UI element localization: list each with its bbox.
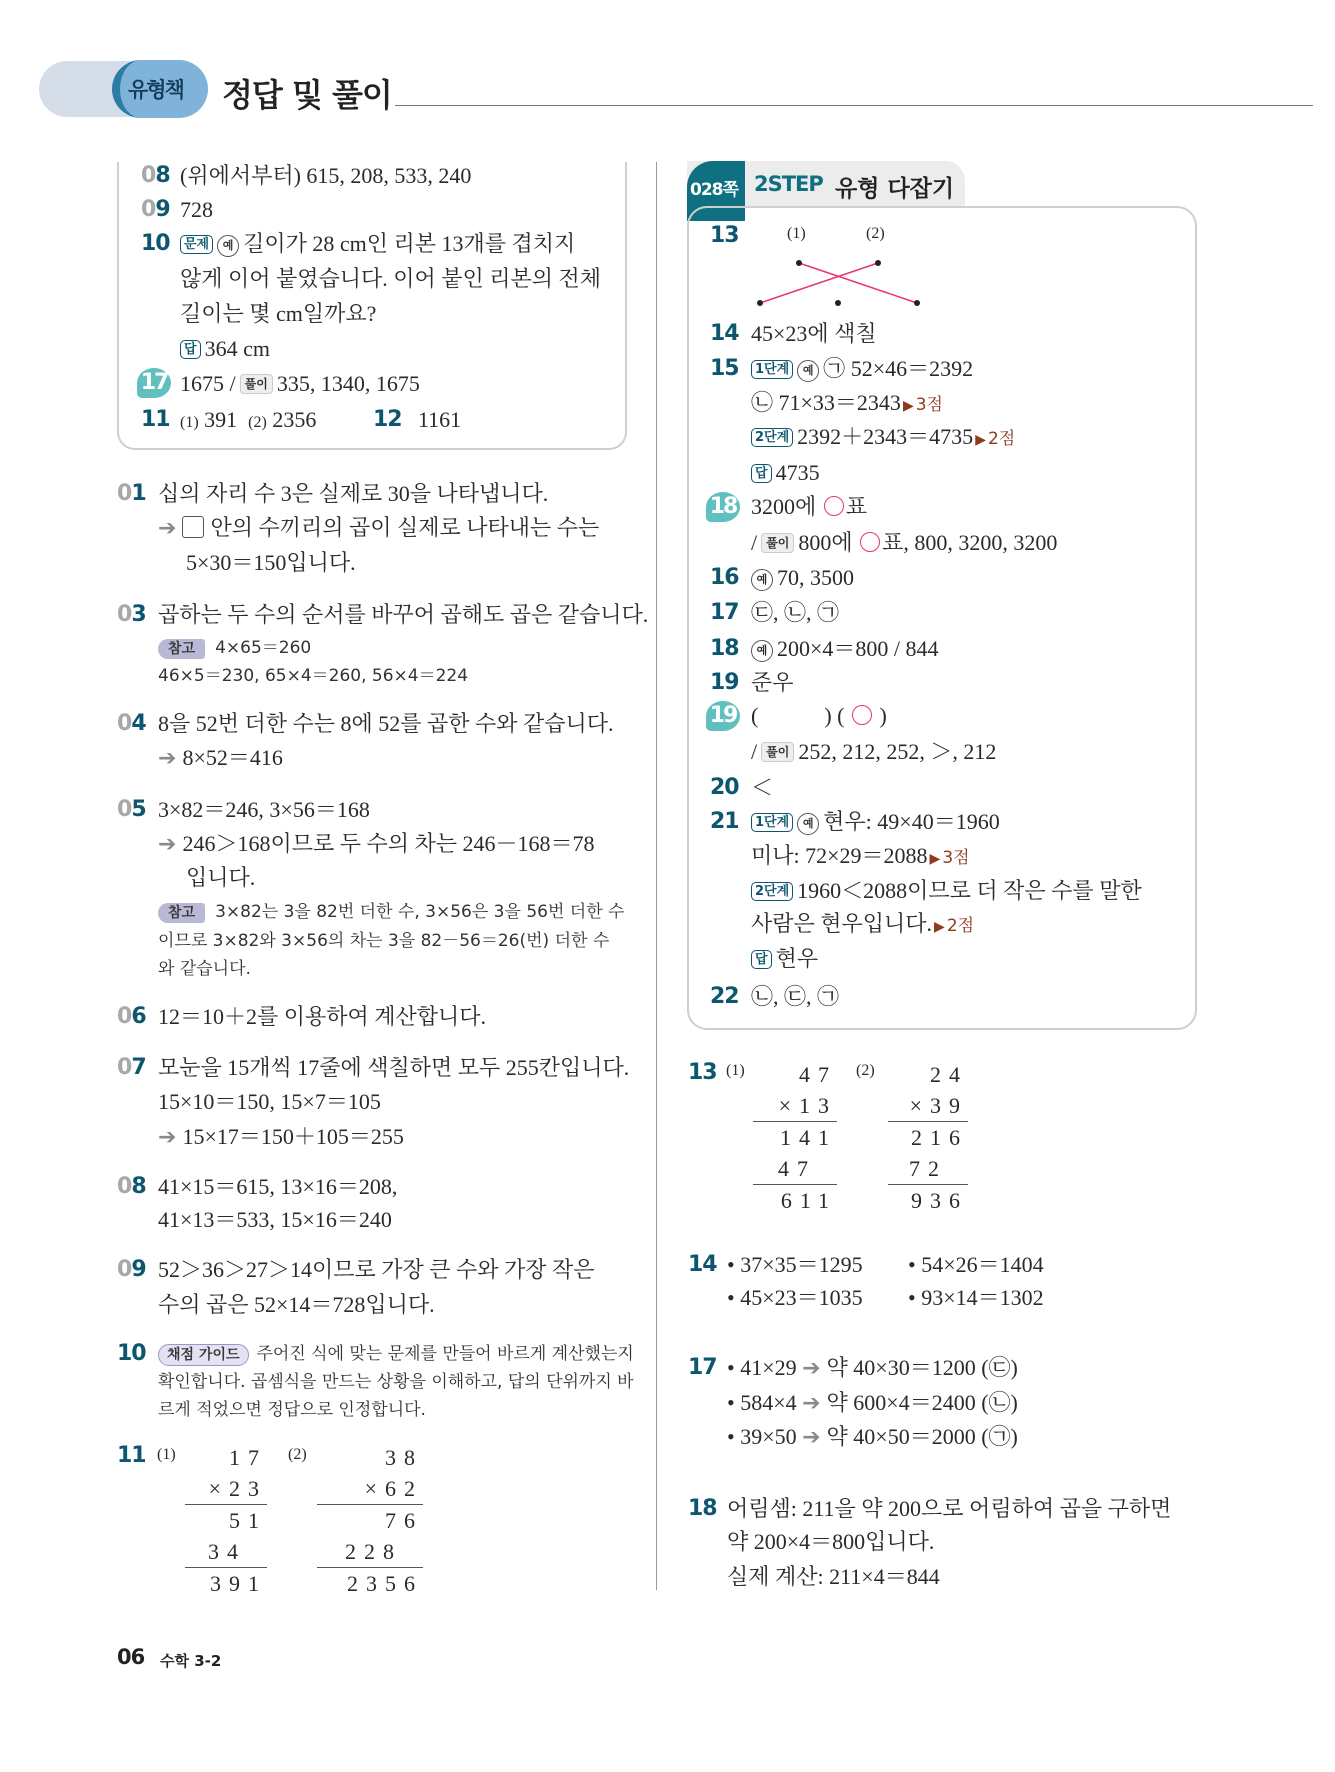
circle-mark-icon — [852, 705, 872, 725]
row: 611 — [753, 1184, 837, 1216]
r15-calc-b: 71×33＝2343 — [778, 390, 901, 415]
number-digit: 7 — [131, 1055, 146, 1080]
problem-badge: 문제 — [180, 235, 213, 254]
s11-multiplication-1 — [185, 1442, 267, 1599]
r18-answer — [751, 635, 939, 663]
s07-line-1: 모눈을 15개씩 17줄에 색칠하면 모두 255칸입니다. — [158, 1055, 630, 1080]
grading-guide-badge: 채점 가이드 — [158, 1344, 249, 1366]
r21-number: 21 — [710, 809, 739, 834]
r21-calc-b: 미나: 72×29＝2088 — [751, 843, 928, 868]
sr18-line-3: 실제 계산: 211×4＝844 — [727, 1564, 940, 1589]
s05-ref-1: 3×82는 3을 82번 더한 수, 3×56은 3을 56번 더한 수 — [215, 902, 625, 922]
q10-number: 10 — [141, 231, 170, 256]
number-digit: 8 — [131, 1174, 146, 1199]
leading-zero: 0 — [117, 481, 132, 506]
separator: / — [751, 530, 758, 555]
r22-number: 22 — [710, 984, 739, 1009]
sr13-number: 13 — [688, 1060, 717, 1085]
part-2-value: 2356 — [272, 407, 317, 432]
mark: ㉠ — [823, 356, 846, 381]
q17-answer-value: 1675 / — [180, 371, 236, 396]
sr17-expr: • 584×4 — [727, 1390, 797, 1415]
r18b-line-2 — [751, 529, 1057, 557]
r21-line-4 — [751, 910, 974, 941]
matching-diagram — [740, 250, 940, 310]
s07-text: 15×17＝150＋105＝255 — [182, 1124, 404, 1149]
s05-line-1: 3×82＝246, 3×56＝168 — [158, 797, 370, 822]
r15-answer — [751, 459, 820, 487]
leading-zero: 0 — [117, 602, 132, 627]
part-1-label: (1) — [180, 414, 199, 431]
leading-zero: 0 — [117, 1004, 132, 1029]
q09-number — [141, 196, 170, 224]
s05-text: 246＞168이므로 두 수의 차는 246－168＝78 — [182, 831, 595, 856]
s08-line-2: 41×13＝533, 15×16＝240 — [158, 1207, 392, 1232]
footer-page-number: 06 — [117, 1645, 145, 1669]
r15-line-3 — [751, 423, 1015, 454]
r15-line-2 — [751, 389, 943, 420]
arrow-icon: ➔ — [158, 746, 177, 771]
s08-line-1: 41×15＝615, 13×16＝208, — [158, 1174, 398, 1199]
s07-line-3 — [158, 1123, 404, 1152]
blank-box-icon — [182, 516, 204, 538]
row: 228 — [345, 1539, 402, 1564]
row: 34 — [208, 1539, 246, 1564]
s01-text: 안의 수끼리의 곱이 실제로 나타내는 수는 — [210, 515, 600, 540]
circle-mark-icon — [860, 532, 880, 552]
r21-line-2 — [751, 842, 970, 873]
s05-ref-2: 이므로 3×82와 3×56의 차는 3을 82－56＝26(번) 더한 수 — [158, 931, 610, 951]
r19b-number: 19 — [706, 701, 740, 731]
sr13-part-2-label: (2) — [856, 1062, 875, 1079]
q12-number: 12 — [373, 407, 402, 432]
s03-ref-2: 46×5＝230, 65×4＝260, 56×4＝224 — [158, 666, 469, 686]
q11-number: 11 — [141, 407, 170, 432]
r20-answer: ＜ — [751, 775, 774, 800]
number-digit: 6 — [131, 1004, 146, 1029]
r19b-sol: 252, 212, 252, ＞, 212 — [798, 739, 997, 764]
s07-number — [117, 1054, 146, 1082]
r14-answer: 45×23에 색칠 — [751, 321, 877, 346]
r21-answer-value: 현우 — [775, 946, 819, 971]
q10-line-3: 길이는 몇 cm일까요? — [180, 301, 377, 326]
r13-part-2: (2) — [866, 225, 885, 242]
q10-text: 길이가 28 cm인 리본 13개를 겹치지 — [243, 231, 576, 256]
r18b-line-1 — [751, 493, 867, 521]
leading-zero: 0 — [117, 1257, 132, 1282]
dot — [835, 300, 841, 306]
dot — [757, 300, 763, 306]
r13-part-1: (1) — [787, 225, 806, 242]
s05-line-3: 입니다. — [186, 865, 256, 890]
r14-number: 14 — [710, 321, 739, 346]
r15-line-1 — [751, 355, 973, 383]
q12-answer: 1161 — [418, 407, 462, 432]
s09-number — [117, 1256, 146, 1284]
leading-zero: 0 — [117, 1174, 132, 1199]
answer-badge: 답 — [180, 340, 201, 359]
dot — [914, 300, 920, 306]
s05-reference — [158, 900, 624, 924]
r21-line-1 — [751, 808, 1000, 836]
r18b-sol: 800에 — [798, 530, 853, 555]
arrow-icon: ➔ — [158, 832, 177, 857]
row: ×23 — [208, 1476, 267, 1501]
dot — [875, 260, 881, 266]
reference-badge: 참고 — [158, 639, 205, 659]
q17-number: 17 — [137, 368, 171, 398]
row: 216 — [888, 1121, 968, 1153]
step-1-badge: 1단계 — [751, 360, 793, 379]
r18-value: 200×4＝800 / 844 — [777, 636, 939, 661]
number-digit: 1 — [131, 481, 146, 506]
r21-text-2: 사람은 현우입니다. — [751, 911, 933, 936]
row: 76 — [317, 1504, 423, 1536]
q09-answer: 728 — [180, 197, 213, 222]
number-digit: 9 — [155, 197, 170, 222]
q17-bubble — [137, 368, 171, 398]
row: 936 — [888, 1184, 968, 1216]
page-ref: 028쪽 — [690, 180, 738, 200]
sr17-estimate: 약 40×50＝2000 (㉠) — [826, 1424, 1018, 1449]
number-digit: 9 — [131, 1257, 146, 1282]
row: ×13 — [778, 1093, 837, 1118]
r18b-text-2: 표 — [845, 494, 868, 519]
r15-number: 15 — [710, 356, 739, 381]
example-mark: 예 — [751, 569, 773, 591]
r16-number: 16 — [710, 565, 739, 590]
sr17-row — [727, 1389, 1018, 1418]
q10-line-2: 않게 이어 붙였습니다. 이어 붙인 리본의 전체 — [180, 266, 602, 291]
r18b-bubble — [706, 492, 740, 522]
sr13-multiplication-2 — [888, 1059, 968, 1216]
s10-line-2: 확인합니다. 곱셈식을 만드는 상황을 이해하고, 답의 단위까지 바 — [158, 1372, 634, 1392]
step-1-badge: 1단계 — [751, 813, 793, 832]
r15-answer-value: 4735 — [775, 460, 820, 485]
solution-badge: 풀이 — [240, 374, 273, 394]
s01-line-2 — [158, 514, 599, 543]
s11-multiplication-2 — [317, 1442, 423, 1599]
step-label: 2STEP — [754, 172, 823, 196]
row: ×62 — [364, 1476, 423, 1501]
leading-zero: 0 — [141, 197, 156, 222]
number-digit: 3 — [131, 602, 146, 627]
points-label: ▶ 3점 — [901, 395, 943, 415]
s01-number — [117, 480, 146, 508]
arrow-icon: ➔ — [158, 516, 177, 541]
number-digit: 5 — [131, 797, 146, 822]
r18b-text: 3200에 — [751, 494, 817, 519]
sr14-item: • 45×23＝1035 — [727, 1285, 863, 1310]
row: 47 — [799, 1062, 837, 1087]
s04-line-1: 8을 52번 더한 수는 8에 52를 곱한 수와 같습니다. — [158, 711, 614, 736]
sr14-item: • 54×26＝1404 — [908, 1252, 1044, 1277]
s11-number: 11 — [117, 1443, 146, 1468]
s04-line-2 — [158, 744, 283, 773]
row: 17 — [229, 1445, 267, 1470]
r19b-bubble — [706, 701, 740, 731]
row: 24 — [930, 1062, 968, 1087]
header-rule — [395, 105, 1313, 106]
r22-answer: ㉡, ㉢, ㉠ — [751, 984, 840, 1009]
sr17-row — [727, 1423, 1018, 1452]
leading-zero: 0 — [117, 711, 132, 736]
row: 51 — [185, 1504, 267, 1536]
r19-number: 19 — [710, 670, 739, 695]
s01-line-3: 5×30＝150입니다. — [186, 550, 356, 575]
solution-badge: 풀이 — [761, 533, 794, 553]
s06-line: 12＝10＋2를 이용하여 계산합니다. — [158, 1004, 487, 1029]
sr17-estimate: 약 600×4＝2400 (㉡) — [826, 1390, 1018, 1415]
leading-zero: 0 — [141, 163, 156, 188]
r19b-text-2: ) — [879, 703, 887, 728]
book-label: 유형책 — [128, 78, 183, 102]
points-label: ▶ 2점 — [973, 429, 1015, 449]
r19b-text: ( ) ( — [751, 703, 845, 728]
part-1-value: 391 — [204, 407, 238, 432]
s04-number — [117, 710, 146, 738]
step-2-badge: 2단계 — [751, 882, 793, 901]
s03-reference — [158, 636, 311, 660]
r16-value: 70, 3500 — [777, 565, 854, 590]
r21-calc-a: 현우: 49×40＝1960 — [823, 809, 1000, 834]
sr17-estimate: 약 40×30＝1200 (㉢) — [826, 1355, 1018, 1380]
dot — [796, 260, 802, 266]
s10-line-3: 르게 적었으면 정답으로 인정합니다. — [158, 1400, 426, 1420]
sr14-number: 14 — [688, 1252, 717, 1277]
answer-badge: 답 — [751, 464, 772, 483]
r19b-line-1 — [751, 702, 887, 730]
q17-solution: 335, 1340, 1675 — [276, 371, 420, 396]
number-digit: 4 — [131, 711, 146, 736]
example-mark: 예 — [797, 813, 819, 835]
r20-number: 20 — [710, 775, 739, 800]
r21-text: 1960＜2088이므로 더 작은 수를 말한 — [797, 878, 1142, 903]
circle-mark-icon — [824, 496, 844, 516]
sr18-line-1: 어림셈: 211을 약 200으로 어림하여 곱을 구하면 — [727, 1496, 1172, 1521]
answer-badge: 답 — [751, 950, 772, 969]
column-divider — [656, 162, 657, 1590]
s08-number — [117, 1173, 146, 1201]
reference-badge: 참고 — [158, 903, 205, 923]
part-2-label: (2) — [248, 414, 267, 431]
r17-answer: ㉢, ㉡, ㉠ — [751, 600, 840, 625]
s11-part-1-label: (1) — [157, 1446, 176, 1463]
s05-ref-3: 와 같습니다. — [158, 959, 251, 979]
leading-zero: 0 — [117, 1055, 132, 1080]
s03-number — [117, 601, 146, 629]
q10-answer-value: 364 cm — [204, 336, 270, 361]
r15-calc-a: 52×46＝2392 — [850, 356, 974, 381]
row: 72 — [909, 1156, 947, 1181]
s05-line-2 — [158, 830, 594, 859]
points-label: ▶ 2점 — [932, 916, 974, 936]
s09-line-2: 수의 곱은 52×14＝728입니다. — [158, 1292, 435, 1317]
footer-subject: 수학 3-2 — [160, 1652, 222, 1670]
arrow-icon: ➔ — [802, 1391, 821, 1416]
row: ×39 — [909, 1093, 968, 1118]
q17-answer — [180, 370, 420, 398]
points-label: ▶ 3점 — [928, 848, 970, 868]
s10-number: 10 — [117, 1341, 146, 1366]
q08-number — [141, 162, 170, 190]
r18-number: 18 — [710, 636, 739, 661]
example-mark: 예 — [797, 360, 819, 382]
sr17-expr: • 39×50 — [727, 1424, 797, 1449]
separator: / — [751, 739, 758, 764]
s11-part-2-label: (2) — [288, 1446, 307, 1463]
r18b-number: 18 — [706, 492, 740, 522]
r15-calc-c: 2392＋2343＝4735 — [797, 424, 974, 449]
leading-zero: 0 — [117, 797, 132, 822]
r18b-sol-2: 표, 800, 3200, 3200 — [882, 530, 1058, 555]
r16-answer — [751, 564, 854, 592]
s06-number — [117, 1003, 146, 1031]
s10-text: 주어진 식에 맞는 문제를 만들어 바르게 계산했는지 — [256, 1344, 634, 1364]
s09-line-1: 52＞36＞27＞14이므로 가장 큰 수와 가장 작은 — [158, 1257, 595, 1282]
arrow-icon: ➔ — [802, 1356, 821, 1381]
sr18-line-2: 약 200×4＝800입니다. — [727, 1529, 935, 1554]
page-title: 정답 및 풀이 — [222, 76, 392, 114]
q10-answer — [180, 335, 270, 363]
sr13-part-1-label: (1) — [726, 1062, 745, 1079]
r19-answer: 준우 — [751, 670, 794, 695]
sr13-multiplication-1 — [753, 1059, 837, 1216]
row: 2356 — [317, 1567, 423, 1599]
sr14-item: • 37×35＝1295 — [727, 1252, 863, 1277]
r13-number: 13 — [710, 223, 739, 248]
q08-answer: (위에서부터) 615, 208, 533, 240 — [180, 163, 472, 188]
example-mark: 예 — [217, 235, 239, 257]
number-digit: 8 — [155, 163, 170, 188]
s03-line: 곱하는 두 수의 순서를 바꾸어 곱해도 곱은 같습니다. — [158, 602, 649, 627]
r19b-line-2 — [751, 738, 996, 766]
arrow-icon: ➔ — [802, 1425, 821, 1450]
s05-number — [117, 796, 146, 824]
row: 38 — [385, 1445, 423, 1470]
solution-badge: 풀이 — [761, 742, 794, 762]
section-title: 유형 다잡기 — [835, 176, 955, 202]
s03-ref-1: 4×65＝260 — [215, 638, 312, 658]
sr18-number: 18 — [688, 1496, 717, 1521]
s07-line-2: 15×10＝150, 15×7＝105 — [158, 1089, 381, 1114]
r21-answer — [751, 945, 818, 973]
r21-line-3 — [751, 877, 1142, 905]
q10-line-1 — [180, 230, 575, 258]
row: 141 — [753, 1121, 837, 1153]
example-mark: 예 — [751, 640, 773, 662]
s01-line-1: 십의 자리 수 3은 실제로 30을 나타냅니다. — [158, 481, 549, 506]
row: 391 — [185, 1567, 267, 1599]
s04-text: 8×52＝416 — [182, 745, 283, 770]
sr17-number: 17 — [688, 1355, 717, 1380]
r17-number: 17 — [710, 600, 739, 625]
sr17-row — [727, 1354, 1018, 1383]
row: 47 — [778, 1156, 816, 1181]
mark: ㉡ — [751, 390, 774, 415]
sr14-item: • 93×14＝1302 — [908, 1285, 1044, 1310]
s10-line-1 — [158, 1342, 634, 1366]
sr17-expr: • 41×29 — [727, 1355, 797, 1380]
q11-answer — [180, 406, 316, 437]
step-2-badge: 2단계 — [751, 428, 793, 447]
arrow-icon: ➔ — [158, 1125, 177, 1150]
